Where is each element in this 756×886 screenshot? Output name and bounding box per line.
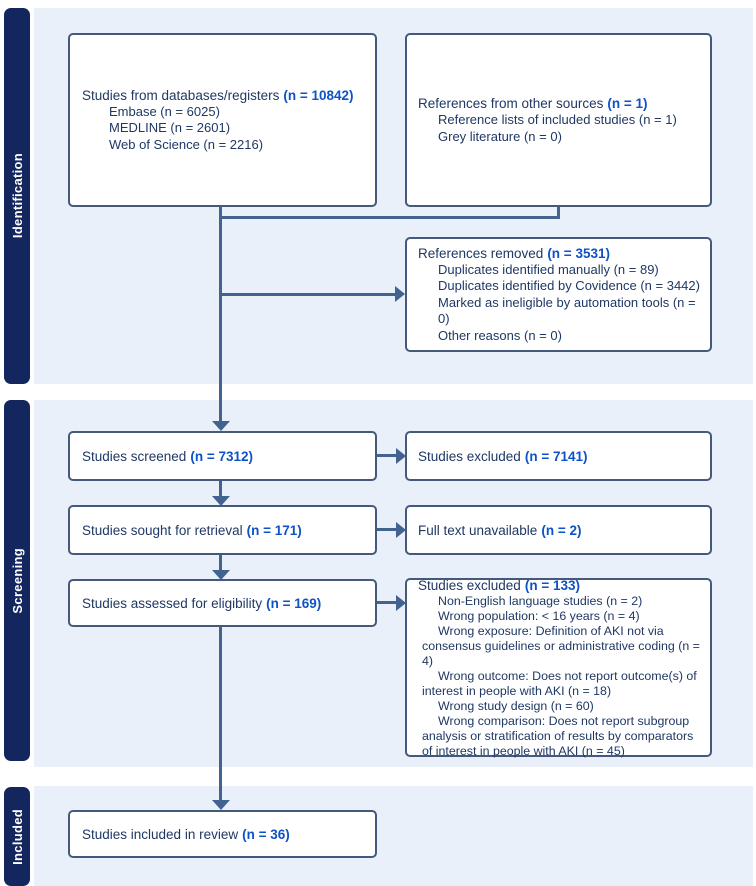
box-item: Wrong population: < 16 years (n = 4) bbox=[438, 608, 640, 623]
connector-assessed-to-excluded bbox=[377, 601, 397, 604]
arrowhead-down-icon bbox=[212, 421, 230, 431]
box-item: Wrong comparison: Does not report subgroup analysis or stratification of results by comparators of interest in people with AKI (n = 45) bbox=[422, 713, 694, 758]
box-studies-included-review bbox=[68, 810, 377, 858]
heading-text: Studies excluded bbox=[418, 448, 521, 464]
connector-branch-references-removed bbox=[219, 293, 396, 296]
box-heading bbox=[82, 87, 367, 104]
identification-section-bar bbox=[4, 8, 30, 384]
box-item: Grey literature (n = 0) bbox=[438, 128, 562, 144]
box-references-other-sources bbox=[405, 33, 712, 207]
box-item: Marked as ineligible by automation tools (n = 0) bbox=[438, 294, 696, 327]
heading-text: Studies excluded bbox=[418, 577, 521, 593]
included-label: Included bbox=[9, 808, 25, 865]
box-heading bbox=[418, 95, 702, 112]
heading-text: Studies from databases/registers bbox=[82, 87, 280, 103]
count-badge: (n = 133) bbox=[524, 577, 580, 593]
connector-horizontal-join bbox=[219, 216, 560, 219]
included-section-bar bbox=[4, 787, 30, 886]
connector-sought-to-assessed bbox=[219, 554, 222, 571]
box-heading bbox=[82, 595, 367, 612]
box-heading bbox=[418, 577, 702, 594]
heading-text: References removed bbox=[418, 245, 544, 261]
box-item: Duplicates identified manually (n = 89) bbox=[438, 261, 659, 277]
box-studies-screened bbox=[68, 431, 377, 481]
heading-text: Studies sought for retrieval bbox=[82, 522, 243, 538]
box-item: Duplicates identified by Covidence (n = 3442) bbox=[438, 278, 700, 294]
arrowhead-right-icon bbox=[395, 286, 405, 302]
box-item: Wrong outcome: Does not report outcome(s) of interest in people with AKI (n = 18) bbox=[422, 668, 697, 698]
box-item: Web of Science (n = 2216) bbox=[109, 136, 264, 152]
box-item: Embase (n = 6025) bbox=[109, 103, 220, 119]
box-item: Wrong study design (n = 60) bbox=[438, 698, 594, 713]
box-heading bbox=[82, 448, 367, 465]
count-badge: (n = 169) bbox=[266, 595, 322, 611]
heading-text: Studies assessed for eligibility bbox=[82, 595, 263, 611]
connector-assessed-to-included bbox=[219, 626, 222, 802]
connector-screened-to-sought bbox=[219, 480, 222, 497]
box-item: Reference lists of included studies (n = 1) bbox=[438, 112, 677, 127]
heading-text: Studies included in review bbox=[82, 826, 239, 842]
box-studies-excluded-eligibility bbox=[405, 578, 712, 757]
box-heading bbox=[82, 826, 367, 843]
box-full-text-unavailable bbox=[405, 505, 712, 555]
box-references-removed bbox=[405, 237, 712, 352]
heading-text: Full text unavailable bbox=[418, 522, 538, 538]
box-item: MEDLINE (n = 2601) bbox=[109, 120, 231, 136]
box-heading bbox=[418, 448, 702, 465]
box-heading bbox=[82, 522, 367, 539]
screening-label: Screening bbox=[9, 547, 25, 614]
heading-text: References from other sources bbox=[418, 96, 604, 111]
heading-text: Studies screened bbox=[82, 448, 187, 464]
box-item: Other reasons (n = 0) bbox=[438, 327, 562, 343]
screening-section-bar bbox=[4, 400, 30, 761]
identification-label: Identification bbox=[9, 153, 25, 239]
count-badge: (n = 171) bbox=[246, 522, 302, 538]
box-item: Non-English language studies (n = 2) bbox=[438, 593, 643, 608]
count-badge: (n = 2) bbox=[541, 522, 582, 538]
box-studies-sought-retrieval bbox=[68, 505, 377, 555]
box-studies-from-databases bbox=[68, 33, 377, 207]
count-badge: (n = 1) bbox=[607, 96, 648, 111]
count-badge: (n = 7141) bbox=[524, 448, 588, 464]
connector-screened-to-excluded bbox=[377, 454, 397, 457]
box-item: Wrong exposure: Definition of AKI not via consensus guidelines or administrative coding (n = 4) bbox=[422, 623, 700, 668]
count-badge: (n = 7312) bbox=[190, 448, 253, 464]
box-studies-assessed-eligibility bbox=[68, 579, 377, 627]
box-heading bbox=[418, 522, 702, 539]
count-badge: (n = 10842) bbox=[283, 87, 354, 103]
box-studies-excluded-screening bbox=[405, 431, 712, 481]
box-heading bbox=[418, 245, 702, 262]
count-badge: (n = 36) bbox=[242, 826, 290, 842]
connector-sought-to-fulltext bbox=[377, 528, 397, 531]
arrowhead-down-icon bbox=[212, 800, 230, 810]
connector-vertical-main bbox=[219, 206, 222, 423]
count-badge: (n = 3531) bbox=[547, 245, 610, 261]
